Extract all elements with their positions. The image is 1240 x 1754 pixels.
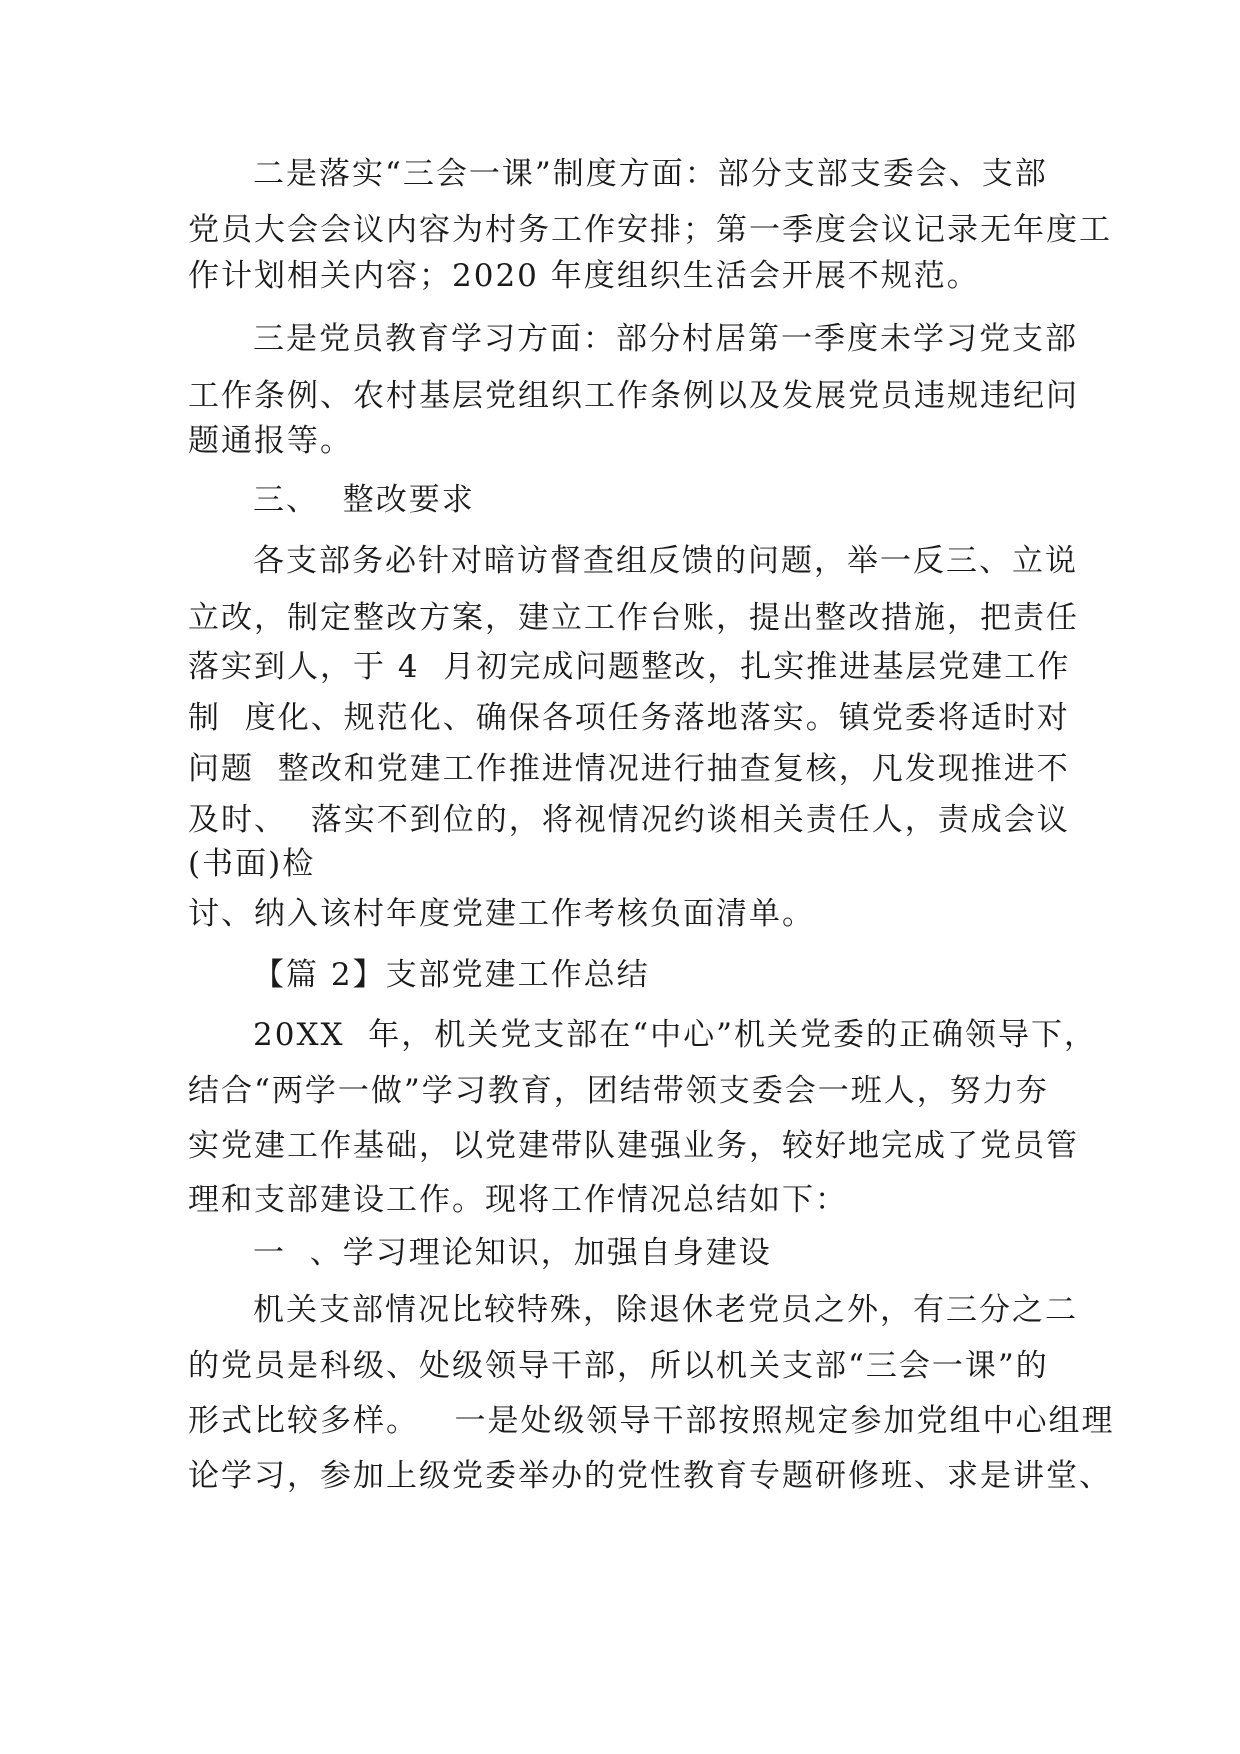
text-line: 理和支部建设工作。现将工作情况总结如下： (188, 1182, 848, 1218)
section-heading: 【篇 2】支部党建工作总结 (253, 957, 650, 993)
text-line: 实党建工作基础，以党建带队建强业务，较好地完成了党员管 (188, 1128, 1079, 1164)
text-line: 20XX 年，机关党支部在“中心”机关党委的正确领导下， (253, 1017, 1097, 1053)
text-line: 各支部务必针对暗访督查组反馈的问题，举一反三、立说 (253, 543, 1078, 579)
text-line: 落实到人，于 4 月初完成问题整改，扎实推进基层党建工作 (188, 649, 1071, 685)
text-line: 问题 整改和党建工作推进情况进行抽查复核，凡发现推进不 (188, 751, 1070, 787)
text-line: 论学习，参加上级党委举办的党性教育专题研修班、求是讲堂、 (188, 1458, 1112, 1494)
text-line: 立改，制定整改方案，建立工作台账，提出整改措施，把责任 (188, 600, 1079, 636)
text-line: 及时、 落实不到位的，将视情况约谈相关责任人，责成会议 (188, 802, 1070, 838)
text-line: 党员大会会议内容为村务工作安排；第一季度会议记录无年度工 (188, 212, 1112, 248)
text-line: 题通报等。 (188, 423, 353, 459)
text-line: 讨、纳入该村年度党建工作考核负面清单。 (188, 896, 815, 932)
text-line: 三是党员教育学习方面：部分村居第一季度未学习党支部 (253, 321, 1078, 357)
text-line: 形式比较多样。 一是处级领导干部按照规定参加党组中心组理 (188, 1403, 1115, 1439)
section-heading: 一 、学习理论知识，加强自身建设 (253, 1235, 772, 1271)
text-line: 二是落实“三会一课”制度方面：部分支部支委会、支部 (253, 156, 1048, 192)
text-line: (书面)检 (188, 846, 316, 882)
text-line: 制 度化、规范化、确保各项任务落地落实。镇党委将适时对 (188, 700, 1070, 736)
text-line: 工作条例、农村基层党组织工作条例以及发展党员违规违纪问 (188, 378, 1079, 414)
section-heading: 三、 整改要求 (253, 482, 475, 518)
text-line: 的党员是科级、处级领导干部，所以机关支部“三会一课”的 (188, 1348, 1049, 1384)
text-line: 作计划相关内容；2020 年度组织生活会开展不规范。 (188, 258, 980, 294)
text-line: 结合“两学一做”学习教育，团结带领支委会一班人，努力夯 (188, 1073, 1049, 1109)
text-line: 机关支部情况比较特殊，除退休老党员之外，有三分之二 (253, 1292, 1078, 1328)
